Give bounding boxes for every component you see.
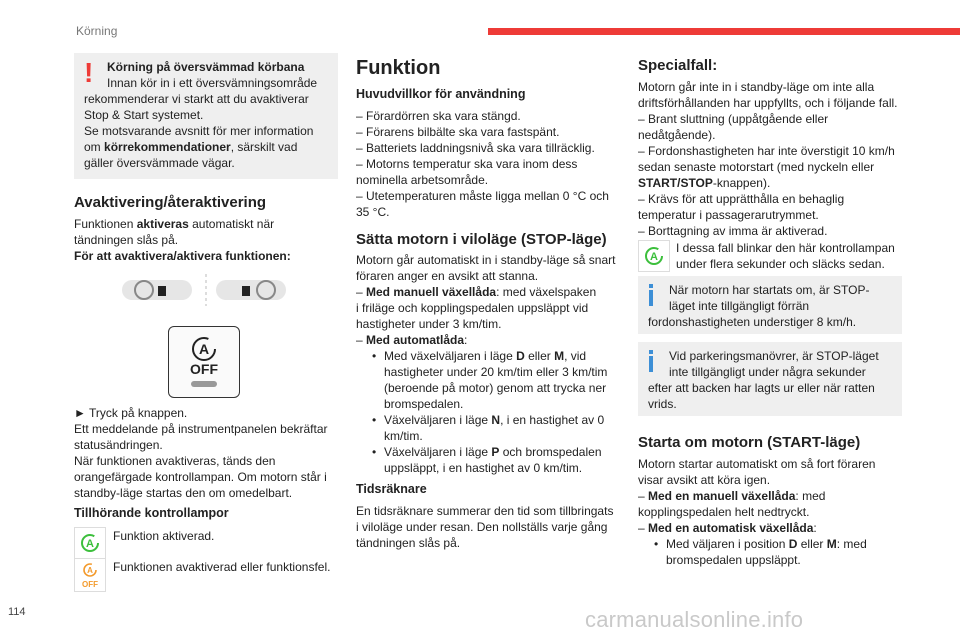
warning-icon: ! (84, 57, 94, 88)
list-item: • Med väljaren i position D eller M: med bromspedalen uppsläppt. (638, 536, 906, 568)
watermark: carmanualsonline.info (585, 607, 804, 632)
auto-a-icon (189, 335, 219, 363)
list-item: • Växelväljaren i läge P och bromspedalen uppsläppt, i en hastighet av 0 km/tim. (356, 444, 626, 476)
page-number: 114 (8, 606, 26, 618)
info-box: Vid parkeringsmanövrer, är STOP-läget inte tillgängligt under några sekunder efter att backen har lagts ur eller när ratten vrids. (638, 342, 902, 416)
header-accent-bar (488, 28, 960, 35)
button-led (191, 381, 217, 387)
section-title: Avaktivering/återaktivering (74, 194, 267, 211)
warning-text: rekommenderar vi starkt att du avaktiverar (84, 92, 309, 106)
start-automatic-list (638, 536, 906, 568)
start-mode-title: Starta om motorn (START-läge) (638, 434, 861, 451)
section-header: Körning (76, 24, 118, 38)
svg-text:A: A (87, 566, 93, 575)
automatic-gearbox-list (356, 348, 626, 476)
warning-text: Stop & Start systemet. (84, 108, 204, 122)
warning-box (74, 53, 338, 179)
svg-text:A: A (86, 538, 94, 550)
warning-text: Se motsvarande avsnitt för mer information (84, 124, 314, 138)
svg-text:A: A (198, 341, 210, 357)
special-cases-title: Specialfall: (638, 57, 718, 74)
stop-start-off-button[interactable] (168, 326, 240, 398)
auto-a-off-orange-icon (74, 558, 106, 592)
lamp-on-text: Funktion aktiverad. (113, 529, 215, 543)
page-title: Funktion (356, 57, 441, 79)
stop-mode-title: Sätta motorn i viloläge (STOP-läge) (356, 231, 607, 248)
auto-a-green-icon (74, 527, 106, 559)
svg-text:A: A (650, 251, 658, 263)
warning-text: gäller översvämmade vägar. (84, 156, 235, 170)
svg-text:OFF: OFF (82, 580, 98, 589)
conditions-title: Huvudvillkor för användning (356, 87, 526, 101)
list-item: • Växelväljaren i läge N, i en hastighet av 0 km/tim. (356, 412, 626, 444)
off-label: OFF (190, 361, 218, 377)
timer-title: Tidsräknare (356, 482, 427, 496)
lamp-off-text: Funktionen avaktiverad eller funktionsfel. (113, 560, 331, 574)
info-icon (649, 290, 653, 306)
list-item: • Med växelväljaren i läge D eller M, vid hastigheter under 20 km/tim eller 3 km/tim (beroende på motor) genom att trycka ner bromspedalen. (356, 348, 626, 412)
info-box: När motorn har startats om, är STOP- läget inte tillgängligt förrän fordonshastigheten understiger 8 km/h. (638, 276, 902, 334)
lamps-title: Tillhörande kontrollampor (74, 506, 229, 520)
warning-text: Innan kör in i ett översvämningsområde (107, 76, 318, 90)
auto-a-green-icon (638, 240, 670, 272)
warning-title: Körning på översvämmad körbana (107, 60, 305, 74)
warning-text: om körrekommendationer, särskilt vad (84, 140, 298, 154)
info-icon (649, 356, 653, 372)
dashboard-illustration (118, 270, 298, 310)
